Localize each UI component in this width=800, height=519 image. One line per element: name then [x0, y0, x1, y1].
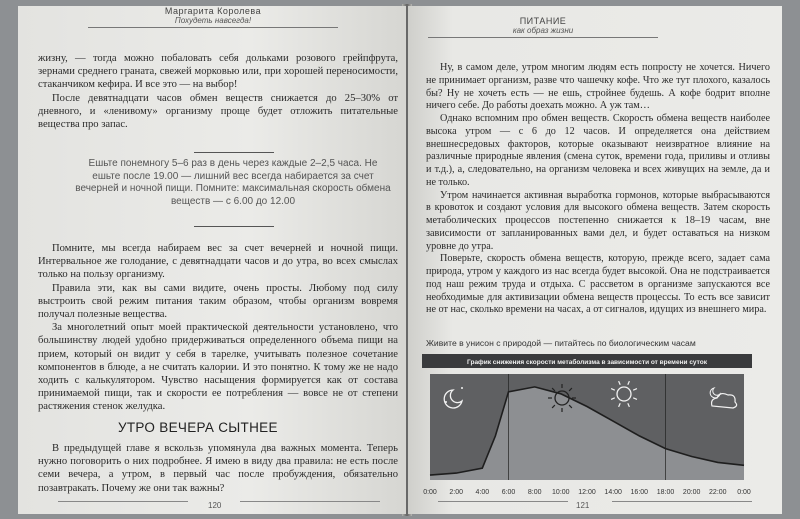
- header-rule: [428, 37, 658, 38]
- header-book-title: Похудеть навсегда!: [174, 16, 252, 25]
- x-tick-label: 2:00: [449, 489, 464, 496]
- x-tick-label: 16:00: [630, 489, 649, 496]
- chart-svg: [422, 354, 752, 504]
- x-tick-label: 0:00: [737, 489, 751, 496]
- paragraph: жизну, — тогда можно побаловать себя дольками розового грейпфрута, зернами среднего граната, свежей морковью или, при хорошей переносимости, стаканчиком кефира. И все это — на выбор!: [38, 53, 398, 91]
- page-number: 121: [576, 501, 590, 510]
- paragraph: Ну, в самом деле, утром многим людям есть попросту не хочется. Ничего не принимает организм, разве что чашечку кофе. Что же тут плохого, казалось бы? Ну не хочеть есть — не ешь, стройнее будешь. А кофе бодрит вполне ничего себе. До работы доехать можно. А уж там…: [426, 62, 770, 112]
- metabolism-chart: [422, 354, 752, 509]
- x-tick-label: 22:00: [709, 489, 727, 496]
- left-header: [88, 6, 338, 28]
- x-tick-label: 20:00: [682, 489, 701, 496]
- footer-rule-right: [240, 501, 380, 502]
- paragraph: Однако вспомним про обмен веществ. Скорость обмена веществ наиболее высока утром — с 6 до 12 часов. И определяется она действием внешнесредовых факторов, которые оказывают неизвратное влияние на различные природные явления (смена суток, времени года, приливы и отливы и т.д.), а, следовательно, на организм человека и всех живущих на земле, да и не только.: [426, 113, 770, 188]
- x-tick-label: 8:00: [527, 489, 542, 496]
- x-tick-label: 14:00: [604, 489, 622, 496]
- right-text: [426, 62, 770, 317]
- footer-rule-left: [438, 501, 568, 502]
- footer-rule-right: [612, 501, 752, 502]
- header-author: Маргарита Королева: [164, 6, 262, 16]
- paragraph: Поверьте, скорость обмена веществ, которую, прежде всего, задает сама природа, утром у каждого из нас всегда будет высокой. Она не подстраивается под наш режим труда и отдыха. С рассветом в организме запускаются все необходимые для активизации обмена веществ процессы. То есть все зависит не от нас, сколько времени на часах, а от сигналов, идущих из внешнего мира.: [426, 253, 770, 316]
- page-number: 120: [208, 501, 222, 510]
- x-tick-label: 4:00: [475, 489, 490, 496]
- left-text-bottom: [38, 442, 398, 495]
- x-tick-label: 18:00: [656, 489, 675, 496]
- star-icon: [461, 387, 463, 389]
- quote-rule-top: [194, 152, 274, 153]
- quote-box: Ешьте понемногу 5–6 раз в день через каждые 2–2,5 часа. Не ешьте после 19.00 — лишний вес всегда набирается за счет вечерней и ночной пищи. Помните: максимальная скорость обмена веществ — с 6.00 до 12.00: [75, 158, 391, 207]
- right-page: [408, 6, 782, 514]
- chart-heading: Живите в унисон с природой — питайтесь по биологическим часам: [426, 338, 696, 348]
- quote-rule-bottom: [194, 226, 274, 227]
- x-tick-label: 0:00: [423, 489, 437, 496]
- paragraph: За многолетний опыт моей практической деятельности установлено, что большинству людей удобно придерживаться определенного объема пищи на прием, который он видит у себя в тарелке, учитывать полезное сочетание компонентов в блюде, а не считать калории. И это понятно. К тому же не надо ходить с калькулятором. Чувство насыщения формируется как от состава принимаемой пищи, так и скорости ее потребления — вовсе не от степени растяжения стенок желудка.: [38, 322, 398, 413]
- footer-rule-left: [58, 501, 188, 502]
- chart-title: График снижения скорости метаболизма в зависимости от времени суток: [467, 359, 707, 366]
- x-tick-label: 10:00: [552, 489, 570, 496]
- paragraph: Помните, мы всегда набираем вес за счет вечерней и ночной пищи. Интервальное же голодание, с девятнадцати часов и до утра, во всех смыслах только на пользу организму.: [38, 243, 398, 281]
- star-icon: [445, 401, 447, 403]
- header-chapter-subtitle: как образ жизни: [512, 26, 574, 35]
- left-page: [18, 6, 406, 514]
- section-title: УТРО ВЕЧЕРА СЫТНЕЕ: [118, 420, 278, 435]
- paragraph: Правила эти, как вы сами видите, очень просты. Любому под силу выстроить свой режим питания таким образом, чтобы организм вовремя получал полезные вещества.: [38, 282, 398, 321]
- paragraph: Утром начинается активная выработка гормонов, которые выбрасываются в кровоток и создают условия для высокого обмена веществ. Затем скорость метаболических процессов постепенно снижается к 18–19 часам, вне зависимости от запланированных вами дел, и будет оставаться на низком уровне до утра.: [426, 189, 770, 252]
- x-tick-label: 6:00: [501, 489, 516, 496]
- header-rule: [88, 27, 338, 28]
- right-header: [428, 16, 658, 38]
- paragraph: После девятнадцати часов обмен веществ снижается до 25–30% от дневного, и «ленивому» организму проще будет отложить питательные вещества про запас.: [38, 92, 398, 131]
- header-chapter: ПИТАНИЕ: [519, 16, 567, 26]
- paragraph: В предыдущей главе я вскользь упомянула два важных момента. Теперь нужно поговорить о них подробнее. Я имею в виду два правила: не есть после семи вечера, а утром, в первый час после пробуждения, обязательно позавтракать. Почему же они так важны?: [38, 443, 398, 494]
- x-tick-label: 12:00: [578, 489, 596, 496]
- left-text-mid: [38, 242, 398, 414]
- left-text-top: [38, 52, 398, 131]
